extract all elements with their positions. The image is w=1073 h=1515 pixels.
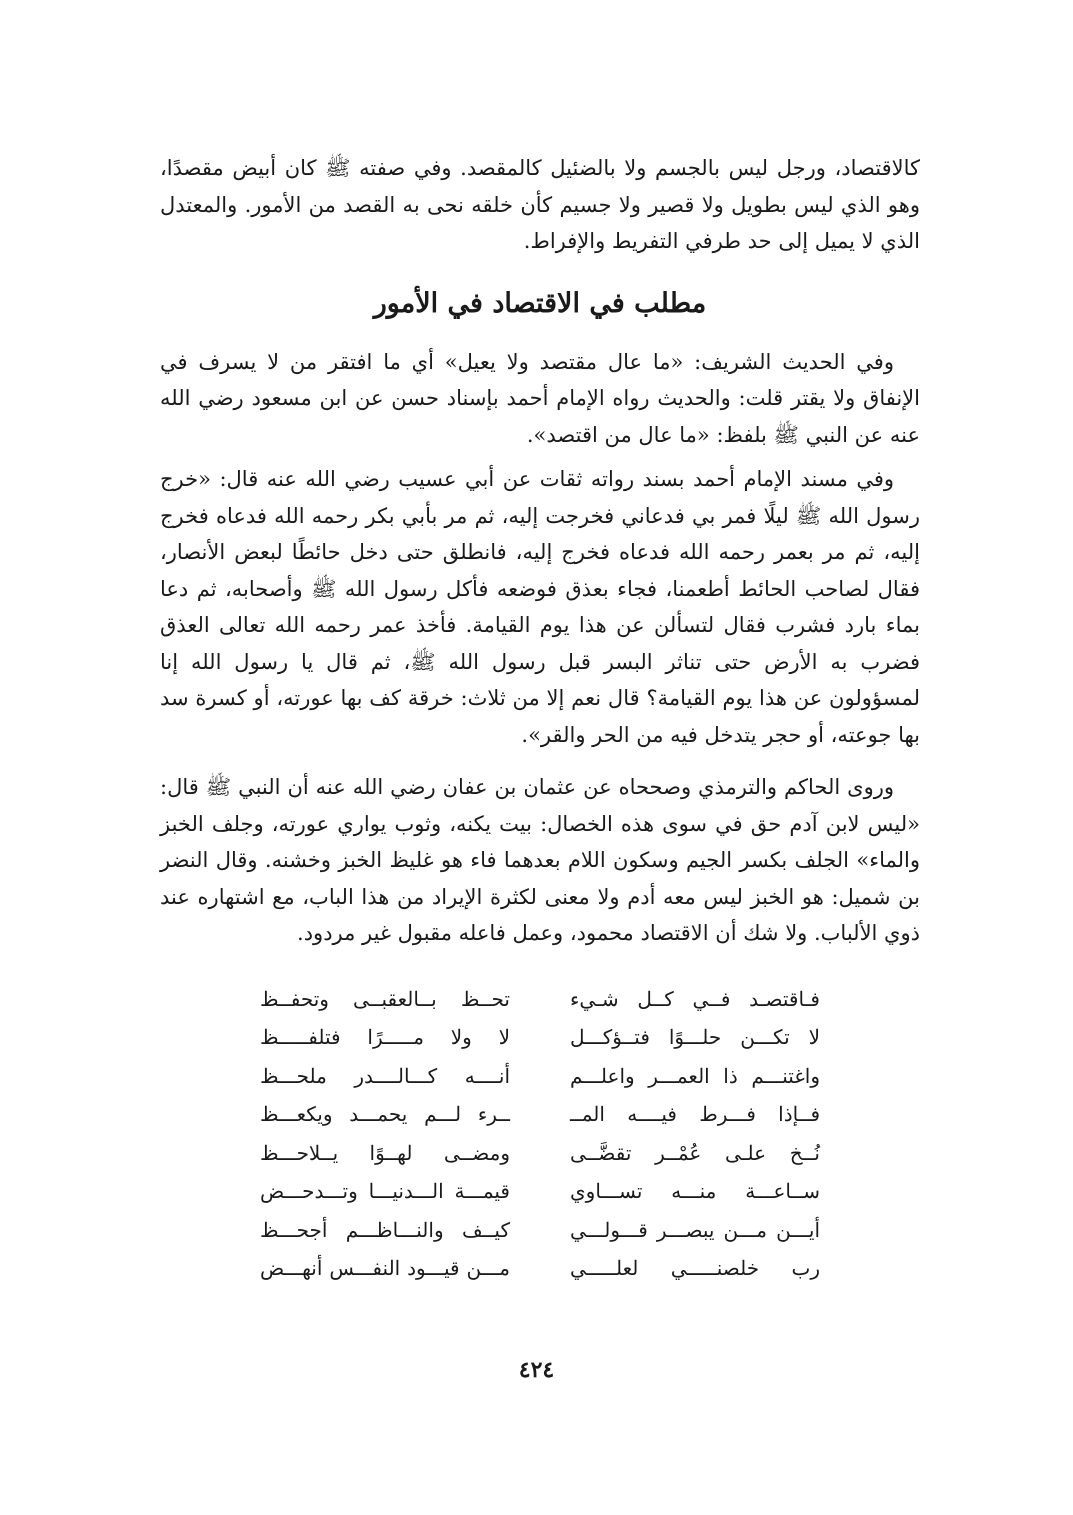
page-body (160, 150, 920, 1288)
verse-second-hemistich: ومضــى لهــوًا يــلاحـــظ (260, 1140, 510, 1165)
paragraph-abu-asib-narration: وفي مسند الإمام أحمد بسند رواته ثقات عن أبي عسيب رضي الله عنه قال: «خرج رسول الله ﷺ ليلًا فمر بي فدعاني فخرجت إليه، ثم مر بأبي بكر رحمه الله فدعاه فخرج إليه، ثم مر بعمر رحمه الله فدعاه فخرج إليه، فانطلق حتى دخل حائطًا لبعض الأنصار، فقال لصاحب الحائط أطعمنا، فجاء بعذق فوضعه فأكل رسول الله ﷺ وأصحابه، ثم دعا بماء بارد فشرب فقال لتسألن عن هذا يوم القيامة. فأخذ عمر رحمه الله تعالى العذق فضرب به الأرض حتى تناثر البسر قبل رسول الله ﷺ، ثم قال يا رسول الله إنا لمسؤولون عن هذا يوم القيامة؟ قال نعم إلا من ثلاث: خرقة كف بها عورته، أو كسرة سد بها جوعته، أو حجر يتدخل فيه من الحر والقر». (160, 467, 920, 747)
verse-first-hemistich: نُــخ علـى عُمْــر تقضَّــى (570, 1140, 820, 1165)
verse-second-hemistich: قيمـــة الـــدنيـــا وتـــدحـــض (260, 1179, 510, 1203)
verse-first-hemistich: رب خلصنـــــي لعلـــــي (570, 1256, 820, 1280)
verse-first-hemistich: فــإذا فـــرط فيــــه المــ (570, 1102, 820, 1126)
section-heading: مطلب في الاقتصاد في الأمور (373, 287, 707, 319)
verse-first-hemistich: واغتنـــم ذا العمـــر واعلـــم (570, 1063, 820, 1088)
paragraph-hadith-moderation: وفي الحديث الشريف: «ما عال مقتصد ولا يعيل» أي ما افتقر من لا يسرف في الإنفاق ولا يقتر قلت: والحديث رواه الإمام أحمد بإسناد حسن عن ابن مسعود رضي الله عنه عن النبي ﷺ بلفظ: «ما عال من اقتصد». (160, 349, 920, 447)
poem-verse (260, 1095, 820, 1134)
poem-verse (260, 1172, 820, 1211)
paragraph-hakim-tirmidhi-narration: وروى الحاكم والترمذي وصححاه عن عثمان بن عفان رضي الله عنه أن النبي ﷺ قال: «ليس لابن آدم حق في سوى هذه الخصال: بيت يكنه، وثوب يواري عورته، وجلف الخبز والماء» الجلف بكسر الجيم وسكون اللام بعدهما فاء هو غليظ الخبز وخشنه. وقال النضر بن شميل: هو الخبز ليس معه أدم ولا معنى لكثرة الإيراد من هذا الباب، مع اشتهاره عند ذوي الألباب. ولا شك أن الاقتصاد محمود، وعمل فاعله مقبول غير مردود. (160, 775, 920, 945)
page-number: ٤٢٤ (518, 1357, 555, 1383)
poem-verse (260, 1018, 820, 1057)
opening-paragraph: كالاقتصاد، ورجل ليس بالجسم ولا بالضئيل كالمقصد. وفي صفته ﷺ كان أبيض مقصدًا، وهو الذي ليس بطويل ولا قصير ولا جسيم كأن خلقه نحى به القصد من الأمور. والمعتدل الذي لا يميل إلى حد طرفي التفريط والإفراط. (160, 156, 920, 253)
poem-verse (260, 980, 820, 1019)
poem-verse (260, 1249, 820, 1288)
verse-second-hemistich: كيــف والنـــاظـــم أجحـــظ (260, 1217, 510, 1242)
verse-second-hemistich: ــرء لـــم يحمـــد ويكعـــظ (260, 1102, 510, 1126)
poem-verse (260, 1134, 820, 1173)
verse-first-hemistich: لا تكـــن حلـــوًا فتــؤكـــل (570, 1025, 820, 1049)
poem (260, 980, 820, 1288)
verse-first-hemistich: فـاقتصـد فــي كــل شـيء (570, 986, 820, 1011)
verse-second-hemistich: لا ولا مـــــرًا فتلفـــــظ (260, 1025, 510, 1049)
poem-verse (260, 1211, 820, 1250)
verse-second-hemistich: تحــظ بــالعقبــى وتحفــظ (260, 986, 510, 1011)
verse-second-hemistich: أنــــه كـــالــــدر ملحـــظ (260, 1063, 510, 1088)
poem-verse (260, 1057, 820, 1096)
verse-second-hemistich: مـــن قيـــود النفـــس أنهـــض (260, 1256, 510, 1280)
verse-first-hemistich: أيـــن مـــن يبصـــر قـــولـــي (570, 1217, 820, 1242)
verse-first-hemistich: ســاعـــة منـــه تســـاوي (570, 1179, 820, 1203)
